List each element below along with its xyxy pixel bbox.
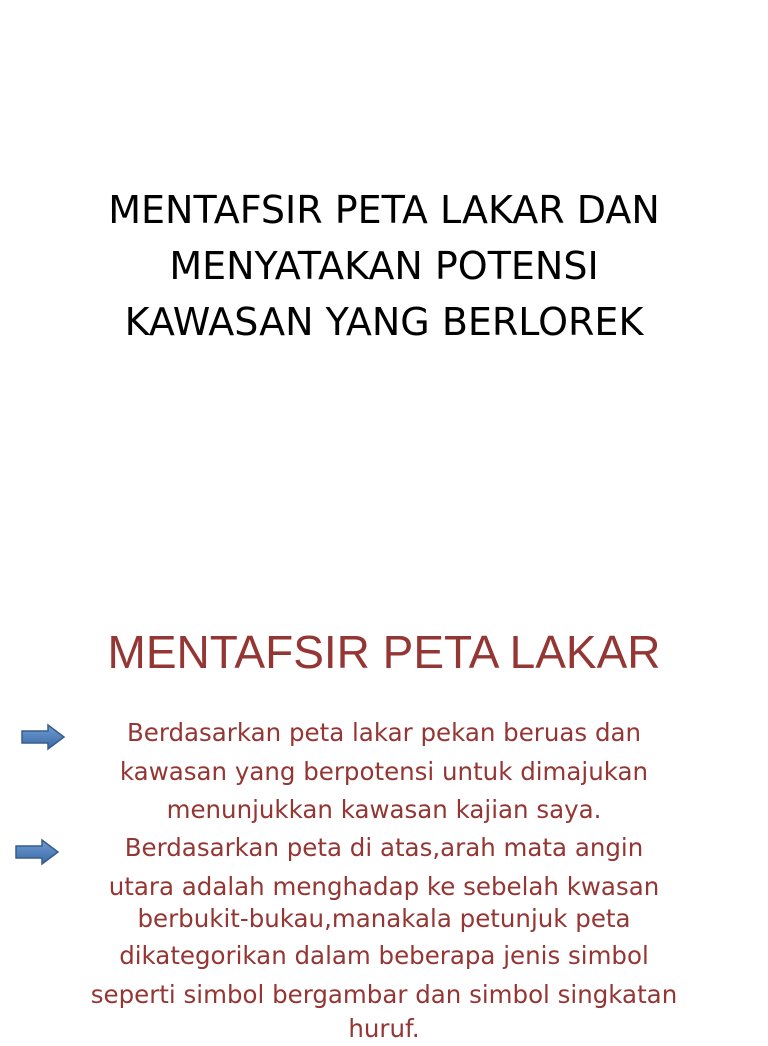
title-line: KAWASAN YANG BERLOREK [124,300,644,344]
bullet-2-line: utara adalah menghadap ke sebelah kwasan [108,872,660,901]
bullet-1-line: menunjukkan kawasan kajian saya. [166,795,602,824]
bullet-2-line: Berdasarkan peta di atas,arah mata angin [124,833,644,862]
bullet-2-line: huruf. [348,1014,420,1043]
bullet-2-line: dikategorikan dalam beberapa jenis simbol [119,941,649,970]
title-line: MENYATAKAN POTENSI [169,244,599,288]
bullet-1-line: kawasan yang berpotensi untuk dimajukan [119,757,649,786]
bullet-2-line: berbukit-bukau,manakala petunjuk peta [137,904,631,933]
title-line: MENTAFSIR PETA LAKAR DAN [108,188,660,232]
bullet-2-line: seperti simbol bergambar dan simbol singkatan [90,980,678,1009]
bullet-1-line: Berdasarkan peta lakar pekan beruas dan [126,718,642,747]
slide-title [0,182,768,350]
section-heading: MENTAFSIR PETA LAKAR [107,626,661,678]
